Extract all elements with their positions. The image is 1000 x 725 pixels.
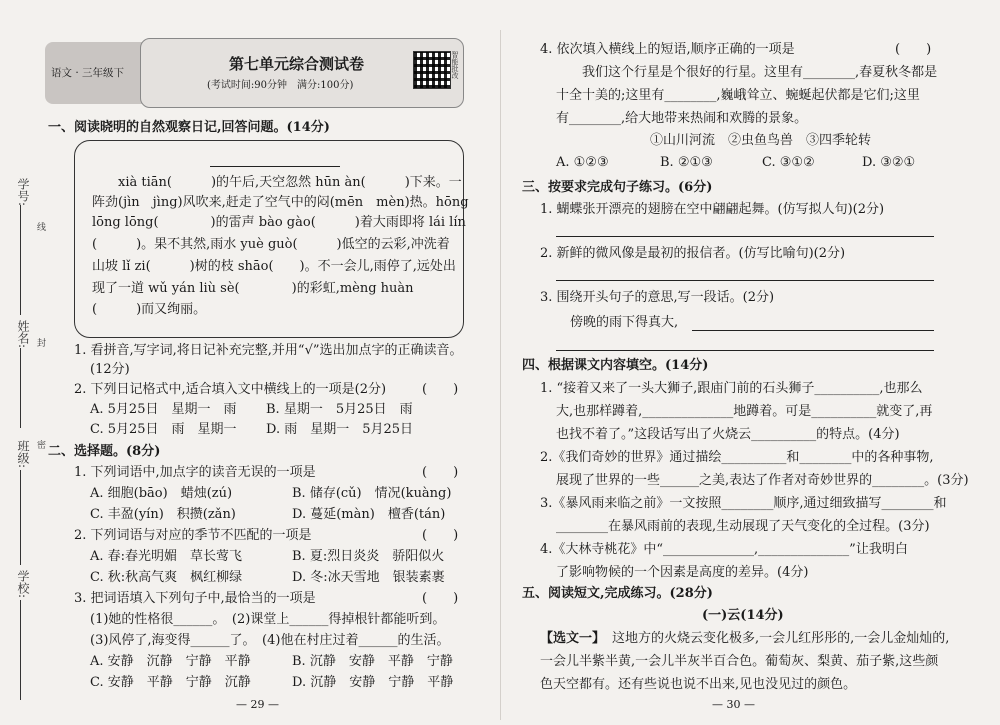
s2-q2-option-b: B. 夏:烈日炎炎 骄阳似火 (292, 549, 445, 564)
school-label: 学校: (16, 570, 30, 599)
s4-q1-line-2: 大,也那样蹲着,______________地蹲着。可是__________就变了,再 (556, 404, 933, 419)
page-number-right: — 30 — (712, 698, 755, 711)
page-gutter (500, 30, 501, 720)
section-2-heading: 二、选择题。(8分) (48, 444, 161, 459)
s2-q4-passage-2: 十全十美的;这里有________,巍峨耸立、蜿蜒起伏都是它们;这里 (556, 88, 920, 103)
s4-q3-line-2: ________在暴风雨前的表现,生动展现了天气变化的全过程。(3分) (556, 519, 930, 534)
passage-subtitle: (一)云(14分) (702, 608, 784, 623)
s3-q2-text: 2. 新鲜的微风像是最初的报信者。(仿写比喻句)(2分) (540, 246, 846, 261)
section-5-heading: 五、阅读短文,完成练习。(28分) (522, 586, 713, 601)
passage-line-2: 一会儿半紫半黄,一会儿半灰半百合色。葡萄灰、梨黄、茄子紫,这些颜 (540, 654, 939, 669)
qr-code-icon[interactable] (413, 51, 451, 89)
s1-q2-option-d: D. 雨 星期一 5月25日 (266, 422, 414, 437)
section-1-heading: 一、阅读晓明的自然观察日记,回答问题。(14分) (48, 120, 330, 135)
diary-line-1: xià tiān( )的午后,天空忽然 hūn àn( )下来。一 (92, 175, 462, 190)
s3-q3-answer-line-1[interactable] (692, 330, 934, 331)
s2-q4-option-c: C. ③①② (762, 155, 815, 170)
diary-line-7: ( )而又绚丽。 (92, 302, 207, 317)
header-tab (45, 42, 145, 104)
s2-q3-option-b: B. 沉静 安静 平静 宁静 (292, 654, 453, 669)
s3-q3-text: 3. 围绕开头句子的意思,写一段话。(2分) (540, 290, 775, 305)
s2-q3-option-c: C. 安静 平静 宁静 沉静 (90, 675, 251, 690)
s2-q1-answer-bracket[interactable]: ( ) (422, 465, 459, 480)
passage-tag: 【选文一】 (540, 631, 606, 646)
diary-line-2: 阵劲(jìn jìng)风吹来,赶走了空气中的闷(mēn mèn)热。hōng (92, 195, 469, 210)
s1-q1-text: 1. 看拼音,写字词,将日记补充完整,并用“√”选出加点字的正确读音。 (74, 343, 463, 358)
page-number-left: — 29 — (236, 698, 279, 711)
s2-q4-text: 4. 依次填入横线上的短语,顺序正确的一项是 (540, 42, 795, 57)
diary-line-5: 山坡 lǐ zi( )树的枝 shāo( )。不一会儿,雨停了,远处出 (92, 259, 456, 274)
s2-q3-option-d: D. 沉静 安静 宁静 平静 (292, 675, 454, 690)
qr-caption: 智能批改 (451, 51, 459, 79)
s3-q1-answer-line[interactable] (556, 236, 934, 237)
binding-line-mark: 线 (35, 222, 45, 231)
student-name-label: 姓名: (16, 320, 30, 349)
s2-q1-text: 1. 下列词语中,加点字的读音无误的一项是 (74, 465, 316, 480)
s2-q2-option-c: C. 秋:秋高气爽 枫红柳绿 (90, 570, 243, 585)
s4-q4-line-1: 4.《大林寺桃花》中“______________,______________”让我明白 (540, 542, 908, 557)
s2-q4-option-d: D. ③②① (862, 155, 916, 170)
page-title: 第七单元综合测试卷 (229, 55, 365, 73)
s1-q2-option-c: C. 5月25日 雨 星期一 (90, 422, 237, 437)
s2-q4-answer-bracket[interactable]: ( ) (895, 42, 932, 57)
s2-q4-phrases: ①山川河流 ②虫鱼鸟兽 ③四季轮转 (650, 133, 872, 148)
s2-q3-sentences-1: (1)她的性格很______。 (2)课堂上______得掉根针都能听到。 (90, 612, 446, 627)
exam-info: (考试时间:90分钟 满分:100分) (207, 80, 354, 91)
s2-q4-passage-3: 有________,给大地带来热闹和欢腾的景象。 (556, 111, 808, 126)
s4-q1-line-1: 1. “接着又来了一头大狮子,跟庙门前的石头狮子__________,也那么 (540, 381, 923, 396)
s2-q3-option-a: A. 安静 沉静 宁静 平静 (90, 654, 251, 669)
s1-q1-score: (12分) (90, 362, 130, 377)
binding-mi-mark: 密 (35, 440, 45, 449)
s2-q1-option-d: D. 蔓延(màn) 檀香(tán) (292, 507, 446, 522)
s1-q2-answer-bracket[interactable]: ( ) (422, 382, 459, 397)
s2-q4-passage-1: 我们这个行星是个很好的行星。这里有________,春夏秋冬都是 (556, 65, 938, 80)
s3-q3-answer-line-2[interactable] (556, 350, 934, 351)
subject-label: 语文 · 三年级下 (51, 67, 125, 79)
diary-date-blank (210, 166, 340, 167)
s2-q1-option-b: B. 储存(cǔ) 情况(kuàng) (292, 486, 452, 501)
s3-q1-text: 1. 蝴蝶张开漂亮的翅膀在空中翩翩起舞。(仿写拟人句)(2分) (540, 202, 885, 217)
diary-line-6: 现了一道 wǔ yán liù sè( )的彩虹,mèng huàn (92, 281, 414, 296)
s2-q3-text: 3. 把词语填入下列句子中,最恰当的一项是 (74, 591, 316, 606)
passage-line-3: 色天空都有。还有些说也说不出来,见也没见过的颜色。 (540, 677, 857, 692)
s2-q4-option-a: A. ①②③ (556, 155, 609, 170)
section-3-heading: 三、按要求完成句子练习。(6分) (522, 180, 713, 195)
s3-q3-sentence-start: 傍晚的雨下得真大, (570, 315, 679, 330)
s3-q2-answer-line[interactable] (556, 280, 934, 281)
s4-q3-line-1: 3.《暴风雨来临之前》一文按照________顺序,通过细致描写________和 (540, 496, 947, 511)
diary-line-4: ( )。果不其然,雨水 yuè guò( )低空的云彩,冲洗着 (92, 237, 450, 252)
s4-q2-line-2: 展现了世界的一些______之美,表达了作者对奇妙世界的________。(3分) (556, 473, 969, 488)
section-4-heading: 四、根据课文内容填空。(14分) (522, 358, 709, 373)
s4-q2-line-1: 2.《我们奇妙的世界》通过描绘__________和________中的各种事物, (540, 450, 934, 465)
s1-q2-option-a: A. 5月25日 星期一 雨 (90, 402, 237, 417)
diary-line-3: lōng lōng( )的雷声 bào gào( )着大雨即将 lái lín (92, 215, 466, 230)
s4-q1-line-3: 也找不着了。”这段话写出了火烧云__________的特点。(4分) (556, 427, 900, 442)
passage-line-1: 这地方的火烧云变化极多,一会儿红彤彤的,一会儿金灿灿的, (612, 631, 950, 646)
s2-q1-option-a: A. 细胞(bāo) 蜡烛(zú) (90, 486, 233, 501)
s1-q2-option-b: B. 星期一 5月25日 雨 (266, 402, 413, 417)
s2-q2-answer-bracket[interactable]: ( ) (422, 528, 459, 543)
s2-q1-option-c: C. 丰盈(yín) 积攒(zǎn) (90, 507, 236, 522)
header-banner (140, 38, 464, 108)
s2-q4-option-b: B. ②①③ (660, 155, 713, 170)
s2-q3-sentences-2: (3)风停了,海变得______了。 (4)他在村庄过着______的生活。 (90, 633, 450, 648)
s2-q2-text: 2. 下列词语与对应的季节不匹配的一项是 (74, 528, 312, 543)
binding-seal-mark: 封 (35, 338, 45, 347)
s2-q2-option-d: D. 冬:冰天雪地 银装素裹 (292, 570, 445, 585)
s2-q3-answer-bracket[interactable]: ( ) (422, 591, 459, 606)
student-id-label: 学号: (16, 178, 30, 207)
s4-q4-line-2: 了影响物候的一个因素是高度的差异。(4分) (556, 565, 809, 580)
class-label: 班级: (16, 440, 30, 469)
s2-q2-option-a: A. 春:春光明媚 草长莺飞 (90, 549, 243, 564)
s1-q2-text: 2. 下列日记格式中,适合填入文中横线上的一项是(2分) (74, 382, 387, 397)
